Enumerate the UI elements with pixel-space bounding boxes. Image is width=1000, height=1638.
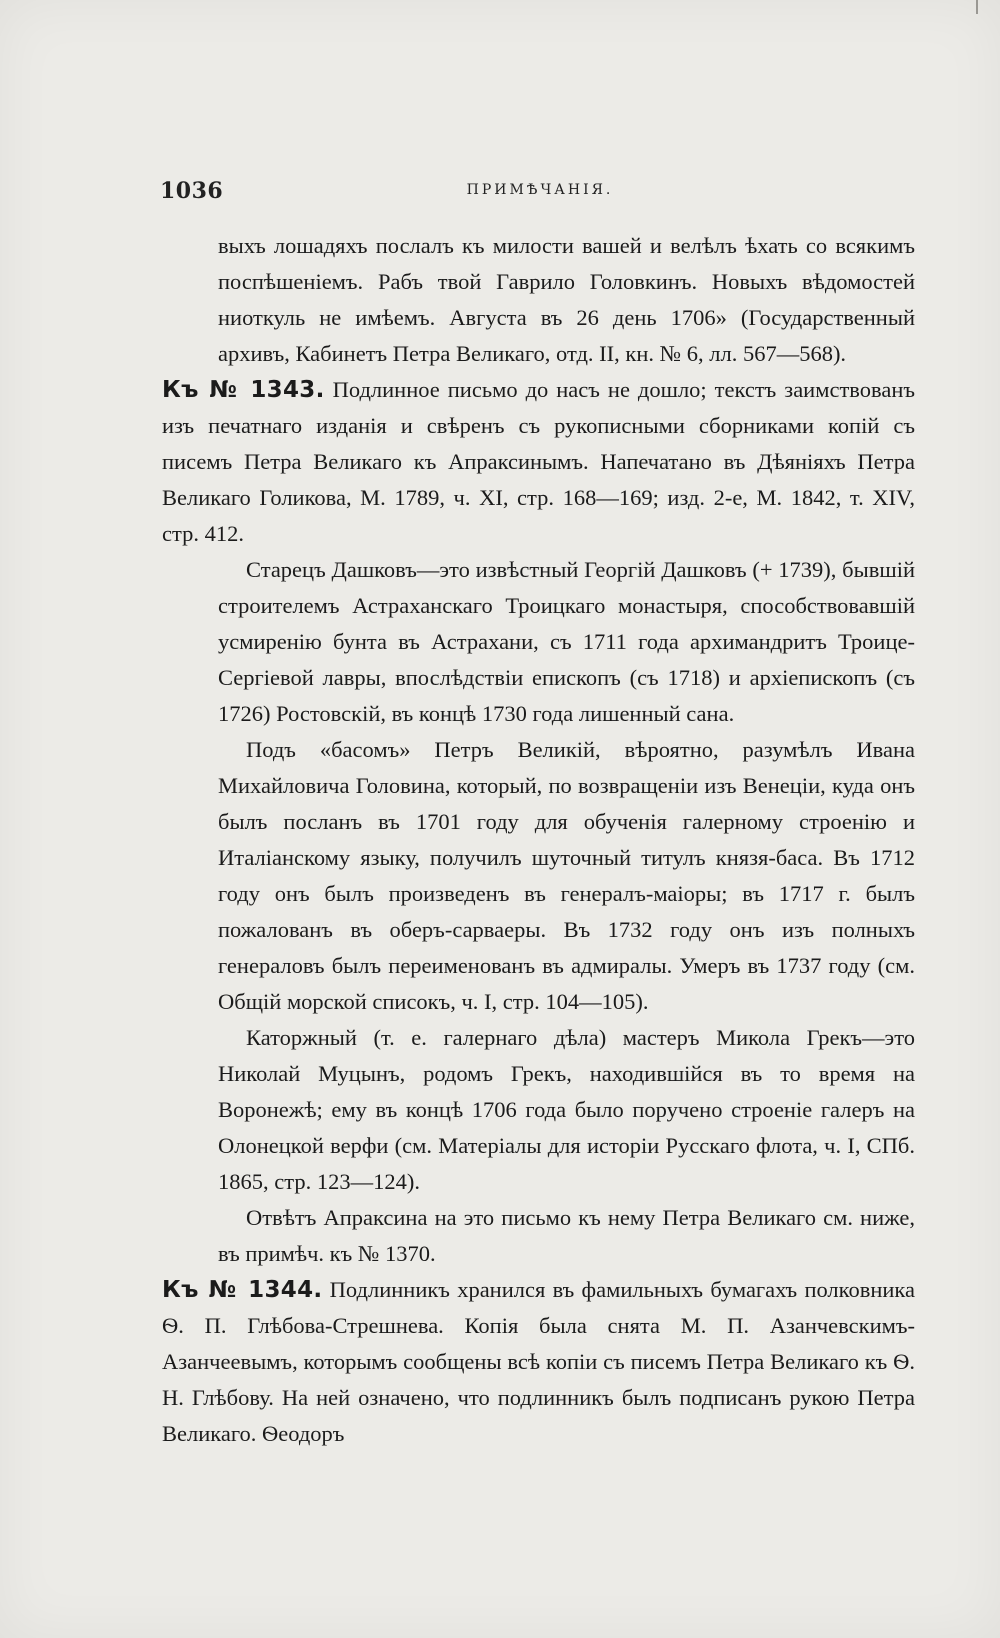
page-header [160, 178, 920, 206]
paragraph-mutsyn [218, 1020, 915, 1200]
entry-label-1344: Къ № 1344. [162, 1277, 323, 1303]
paragraph-entry-1344 [162, 1272, 915, 1452]
paragraph-text: Старецъ Дашковъ—это извѣстный Георгій Дашковъ (+ 1739), бывшій строителемъ Астраханскаго Троицкаго монастыря, способствовавшій усмиренію бунта въ Астрахани, съ 1711 года архимандритъ Троице-Сергіевой лавры, впослѣдствіи епископъ (съ 1718) и архіепископъ (съ 1726) Ростовскій, въ концѣ 1730 года лишенный сана. [218, 557, 915, 726]
body-text [162, 228, 915, 1452]
paragraph-continuation [218, 228, 915, 372]
paragraph-text: выхъ лошадяхъ послалъ къ милости вашей и велѣлъ ѣхать со всякимъ поспѣшеніемъ. Рабъ твой Гаврило Головкинъ. Новыхъ вѣдомостей ниоткуль не имѣемъ. Августа въ 26 день 1706» (Государственный архивъ, Кабинетъ Петра Великаго, отд. II, кн. № 6, лл. 567—568). [218, 233, 915, 366]
page-edge-mark [976, 0, 978, 14]
paragraph-text: Каторжный (т. е. галернаго дѣла) мастеръ Микола Грекъ—это Николай Муцынъ, родомъ Грекъ, находившійся въ то время на Воронежѣ; ему въ концѣ 1706 года было поручено строеніе галеръ на Олонецкой верфи (см. Матеріалы для исторіи Русскаго флота, ч. I, СПб. 1865, стр. 123—124). [218, 1025, 915, 1194]
paragraph-apraksin-reply [218, 1200, 915, 1272]
paragraph-dashkov [218, 552, 915, 732]
paragraph-golovin [218, 732, 915, 1020]
paragraph-entry-1343 [162, 372, 915, 552]
running-head: ПРИМѢЧАНІЯ. [466, 182, 614, 198]
paragraph-text: Подлинное письмо до насъ не дошло; текстъ заимствованъ изъ печатнаго изданія и свѣренъ съ рукописными сборниками копій съ писемъ Петра Великаго къ Апраксинымъ. Напечатано въ Дѣяніяхъ Петра Великаго Голикова, М. 1789, ч. XI, стр. 168—169; изд. 2-е, М. 1842, т. XIV, стр. 412. [162, 377, 915, 546]
paragraph-text: Подъ «басомъ» Петръ Великій, вѣроятно, разумѣлъ Ивана Михайловича Головина, который, по возвращеніи изъ Венеціи, куда онъ былъ посланъ въ 1701 году для обученія галерному строенію и Италіанскому языку, получилъ шуточный титулъ князя-баса. Въ 1712 году онъ былъ произведенъ въ генералъ-маіоры; въ 1717 г. былъ пожалованъ въ оберъ-сарваеры. Въ 1732 году онъ изъ полныхъ генераловъ былъ переименованъ въ адмиралы. Умеръ въ 1737 году (см. Общій морской списокъ, ч. I, стр. 104—105). [218, 737, 915, 1014]
entry-label-1343: Къ № 1343. [162, 377, 325, 403]
page-number: 1036 [160, 178, 224, 204]
paragraph-text: Отвѣтъ Апраксина на это письмо къ нему Петра Великаго см. ниже, въ примѣч. къ № 1370. [218, 1205, 915, 1266]
paragraph-text: Подлинникъ хранился въ фамильныхъ бумагахъ полковника Ѳ. П. Глѣбова-Стрешнева. Копія была снята М. П. Азанчевскимъ-Азанчеевымъ, которымъ сообщены всѣ копіи съ писемъ Петра Великаго къ Ѳ. Н. Глѣбову. На ней означено, что подлинникъ былъ подписанъ рукою Петра Великаго. Ѳеодоръ [162, 1277, 915, 1446]
